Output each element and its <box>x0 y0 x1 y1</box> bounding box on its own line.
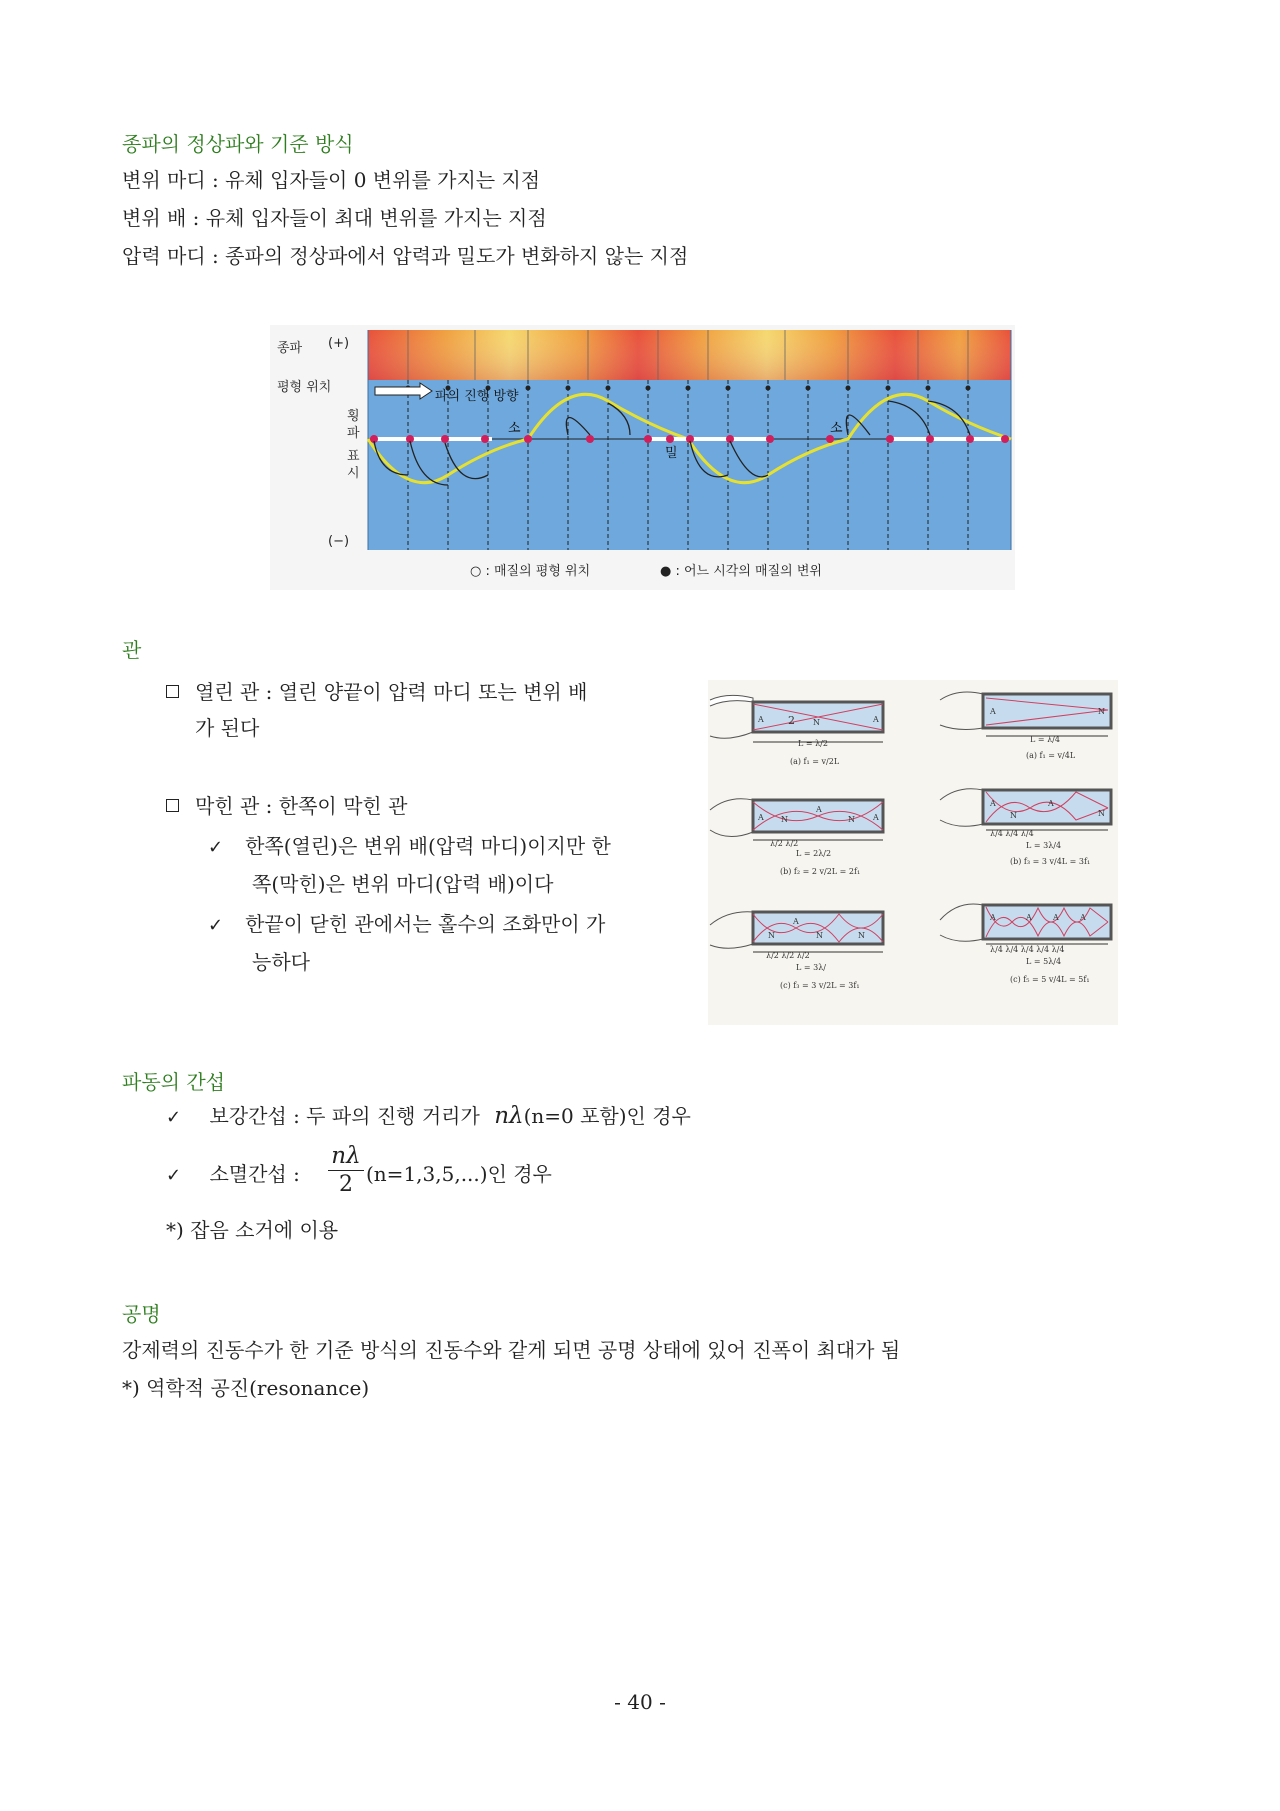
closed-c-segments: λ/4 λ/4 λ/4 λ/4 λ/4 <box>990 945 1065 954</box>
svg-text:A: A <box>758 813 764 822</box>
svg-text:A: A <box>873 715 879 724</box>
svg-text:A: A <box>990 707 996 716</box>
text-constructive-tail: (n=0 포함)인 경우 <box>523 1104 691 1128</box>
text-displacement-node: 변위 마디 : 유체 입자들이 0 변위를 가지는 지점 <box>122 168 541 192</box>
longitudinal-wave-diagram <box>270 325 1015 590</box>
open-pipe-a <box>710 695 883 766</box>
text-destructive: 소멸간섭 : <box>209 1162 300 1186</box>
open-c-segments: λ/2 λ/2 λ/2 <box>766 951 810 960</box>
label-transverse-2: 파 <box>347 426 360 441</box>
open-a-caption: (a) f₁ = v/2L <box>790 757 840 766</box>
label-longitudinal: 종파 <box>277 341 303 356</box>
text-open-pipe-cont: 가 된다 <box>195 716 260 740</box>
fraction-nlambda-over-2 <box>328 1142 364 1199</box>
text-constructive: 보강간섭 : 두 파의 진행 거리가 <box>209 1104 480 1128</box>
text-check2-cont: 능하다 <box>252 950 310 974</box>
closed-b-length: L = 3λ/4 <box>1026 841 1062 850</box>
open-b-segments: λ/2 λ/2 <box>770 839 799 848</box>
open-b-caption: (b) f₂ = 2 v/2L = 2f₁ <box>780 867 861 876</box>
label-transverse-4: 시 <box>347 466 360 481</box>
text-noise-note: *) 잡음 소거에 이용 <box>166 1218 339 1242</box>
text-displacement-antinode: 변위 배 : 유체 입자들이 최대 변위를 가지는 지점 <box>122 206 547 230</box>
destructive-item <box>166 1162 300 1188</box>
heading-resonance: 공명 <box>122 1302 161 1326</box>
fraction-denominator: 2 <box>328 1170 364 1199</box>
check-item-1 <box>208 834 611 860</box>
svg-text:A: A <box>990 799 996 808</box>
heading-pipes: 관 <box>122 638 142 662</box>
heading-standing-waves: 종파의 정상파와 기준 방식 <box>122 132 354 156</box>
heading-interference: 파동의 간섭 <box>122 1070 225 1094</box>
text-destructive-tail: (n=1,3,5,...)인 경우 <box>366 1162 552 1186</box>
longitudinal-wave-figure <box>270 325 1015 590</box>
label-direction: 파의 진행 방향 <box>435 389 519 404</box>
svg-text:A: A <box>816 805 822 814</box>
svg-text:N: N <box>781 815 788 824</box>
svg-text:A: A <box>1048 799 1054 808</box>
constructive-item <box>166 1104 691 1130</box>
legend-equilibrium: ○ : 매질의 평형 위치 <box>470 564 591 579</box>
text-closed-pipe: 막힌 관 : 한쪽이 막힌 관 <box>195 794 408 818</box>
checkbox-icon <box>166 799 179 812</box>
label-transverse-3: 표 <box>347 449 360 464</box>
open-pipe-c <box>710 912 883 990</box>
text-check2: 한끝이 닫힌 관에서는 홀수의 조화만이 가 <box>245 912 606 936</box>
open-c-length: L = 3λ/ <box>796 963 826 972</box>
closed-a-caption: (a) f₁ = v/4L <box>1026 751 1076 760</box>
svg-text:N: N <box>816 931 823 940</box>
check-item-2 <box>208 912 605 938</box>
svg-text:A: A <box>990 913 996 922</box>
check-icon: ✓ <box>166 1165 182 1186</box>
check-icon: ✓ <box>208 915 224 936</box>
label-compression: 밀 <box>665 446 678 461</box>
closed-pipe-c <box>940 904 1111 984</box>
checkbox-icon <box>166 685 179 698</box>
closed-b-segments: λ/4 λ/4 λ/4 <box>990 829 1034 838</box>
legend-displacement: ● : 어느 시각의 매질의 변위 <box>660 564 822 579</box>
open-pipe-item <box>166 680 587 704</box>
svg-text:A: A <box>1080 913 1086 922</box>
svg-text:N: N <box>1098 809 1105 818</box>
text-resonance: 강제력의 진동수가 한 기준 방식의 진동수와 같게 되면 공명 상태에 있어 진폭이 최대가 됨 <box>122 1338 901 1362</box>
open-a-length: L = λ/2 <box>798 739 828 748</box>
text-check1: 한쪽(열린)은 변위 배(압력 마디)이지만 한 <box>245 834 611 858</box>
check-icon: ✓ <box>166 1107 182 1128</box>
closed-pipe-a <box>940 692 1111 760</box>
label-rarefaction-2: 소 <box>830 421 843 436</box>
label-rarefaction-1: 소 <box>508 421 521 436</box>
closed-pipe-item <box>166 794 407 818</box>
pipe-harmonics-diagram <box>708 680 1118 1025</box>
check-icon: ✓ <box>208 837 224 858</box>
text-check1-cont: 쪽(막힌)은 변위 마디(압력 배)이다 <box>252 872 554 896</box>
label-minus: (−) <box>328 534 350 549</box>
svg-text:N: N <box>768 931 775 940</box>
svg-text:A: A <box>793 917 799 926</box>
fraction-numerator: nλ <box>331 1143 361 1169</box>
open-pipe-b <box>710 799 883 876</box>
svg-text:N: N <box>1010 811 1017 820</box>
label-transverse-1: 횡 <box>347 409 360 424</box>
svg-text:N: N <box>858 931 865 940</box>
closed-c-caption: (c) f₅ = 5 v/4L = 5f₁ <box>1010 975 1090 984</box>
svg-text:A: A <box>758 715 764 724</box>
svg-text:2: 2 <box>788 714 795 727</box>
open-b-length: L = 2λ/2 <box>796 849 832 858</box>
closed-b-caption: (b) f₃ = 3 v/4L = 3f₁ <box>1010 857 1091 866</box>
svg-text:A: A <box>1053 913 1059 922</box>
label-plus: (+) <box>328 336 350 351</box>
closed-a-length: L = λ/4 <box>1030 735 1060 744</box>
svg-text:N: N <box>1098 707 1105 716</box>
svg-text:A: A <box>873 813 879 822</box>
pipe-harmonics-figure <box>708 680 1118 1025</box>
math-nlambda: nλ <box>494 1103 524 1129</box>
label-equilibrium: 평형 위치 <box>277 380 332 395</box>
text-resonance-note: *) 역학적 공진(resonance) <box>122 1376 370 1400</box>
text-open-pipe: 열린 관 : 열린 양끝이 압력 마디 또는 변위 배 <box>195 680 588 704</box>
svg-text:N: N <box>813 718 820 727</box>
text-pressure-node: 압력 마디 : 종파의 정상파에서 압력과 밀도가 변화하지 않는 지점 <box>122 244 689 268</box>
closed-c-length: L = 5λ/4 <box>1026 957 1062 966</box>
page-number: - 40 - <box>614 1690 666 1714</box>
svg-text:N: N <box>848 815 855 824</box>
svg-text:A: A <box>1026 913 1032 922</box>
open-c-caption: (c) f₃ = 3 v/2L = 3f₁ <box>780 981 860 990</box>
closed-pipe-b <box>940 789 1111 866</box>
